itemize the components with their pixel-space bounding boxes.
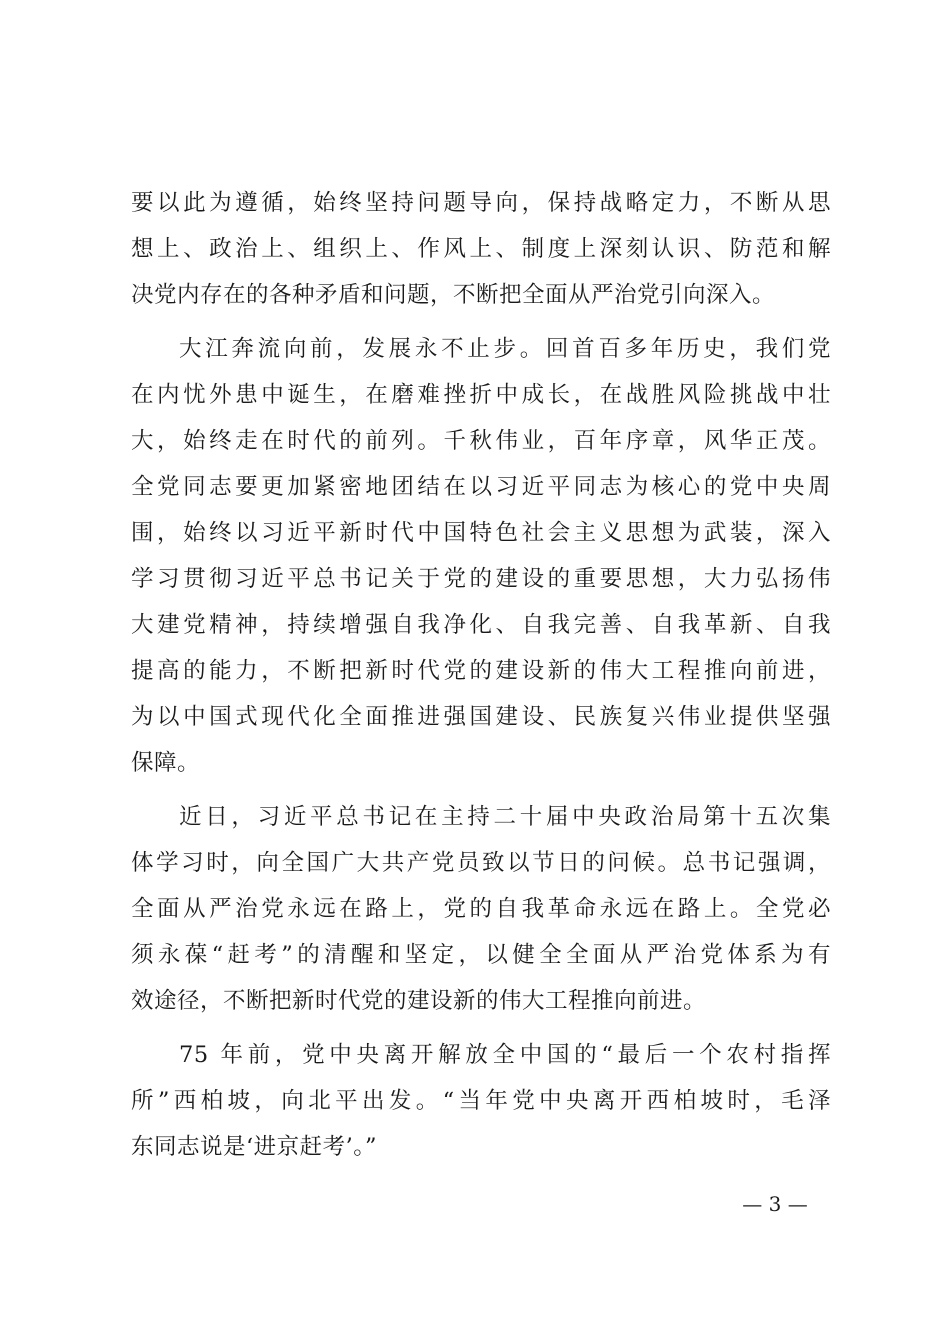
text-line: 大江奔流向前，发展永不止步。回首百多年历史，我们党 bbox=[179, 336, 831, 362]
text-line: 75 年前，党中央离开解放全中国的“最后一个农村指挥 bbox=[179, 1042, 831, 1068]
text-line: 效途径，不断把新时代党的建设新的伟大工程推向前进。 bbox=[131, 988, 707, 1014]
text-line: 东同志说是‘进京赶考’。” bbox=[131, 1134, 378, 1160]
text-line: 决党内存在的各种矛盾和问题，不断把全面从严治党引向深入。 bbox=[131, 282, 776, 308]
text-line: 全面从严治党永远在路上，党的自我革命永远在路上。全党必 bbox=[131, 896, 831, 922]
paragraph-3 bbox=[131, 794, 831, 1024]
text-line: 学习贯彻习近平总书记关于党的建设的重要思想，大力弘扬伟 bbox=[131, 566, 831, 592]
text-line: 为以中国式现代化全面推进强国建设、民族复兴伟业提供坚强 bbox=[131, 704, 831, 730]
page-number: — 3 — bbox=[742, 1192, 808, 1216]
paragraph-4 bbox=[131, 1032, 831, 1170]
text-line: 所”西柏坡，向北平出发。“当年党中央离开西柏坡时，毛泽 bbox=[131, 1088, 831, 1114]
text-line: 体学习时，向全国广大共产党员致以节日的问候。总书记强调， bbox=[131, 850, 831, 876]
text-line: 保障。 bbox=[131, 750, 201, 776]
text-line: 围，始终以习近平新时代中国特色社会主义思想为武装，深入 bbox=[131, 520, 831, 546]
text-line: 提高的能力，不断把新时代党的建设新的伟大工程推向前进， bbox=[131, 658, 831, 684]
text-line: 想上、政治上、组织上、作风上、制度上深刻认识、防范和解 bbox=[131, 236, 831, 262]
document-body bbox=[131, 180, 831, 1170]
paragraph-2 bbox=[131, 326, 831, 786]
text-line: 全党同志要更加紧密地团结在以习近平同志为核心的党中央周 bbox=[131, 474, 831, 500]
text-line: 在内忧外患中诞生，在磨难挫折中成长，在战胜风险挑战中壮 bbox=[131, 382, 831, 408]
paragraph-1 bbox=[131, 180, 831, 318]
text-line: 近日，习近平总书记在主持二十届中央政治局第十五次集 bbox=[179, 804, 831, 830]
text-line: 要以此为遵循，始终坚持问题导向，保持战略定力，不断从思 bbox=[131, 190, 831, 216]
text-line: 须永葆“赶考”的清醒和坚定，以健全全面从严治党体系为有 bbox=[131, 942, 831, 968]
text-line: 大建党精神，持续增强自我净化、自我完善、自我革新、自我 bbox=[131, 612, 831, 638]
text-line: 大，始终走在时代的前列。千秋伟业，百年序章，风华正茂。 bbox=[131, 428, 831, 454]
